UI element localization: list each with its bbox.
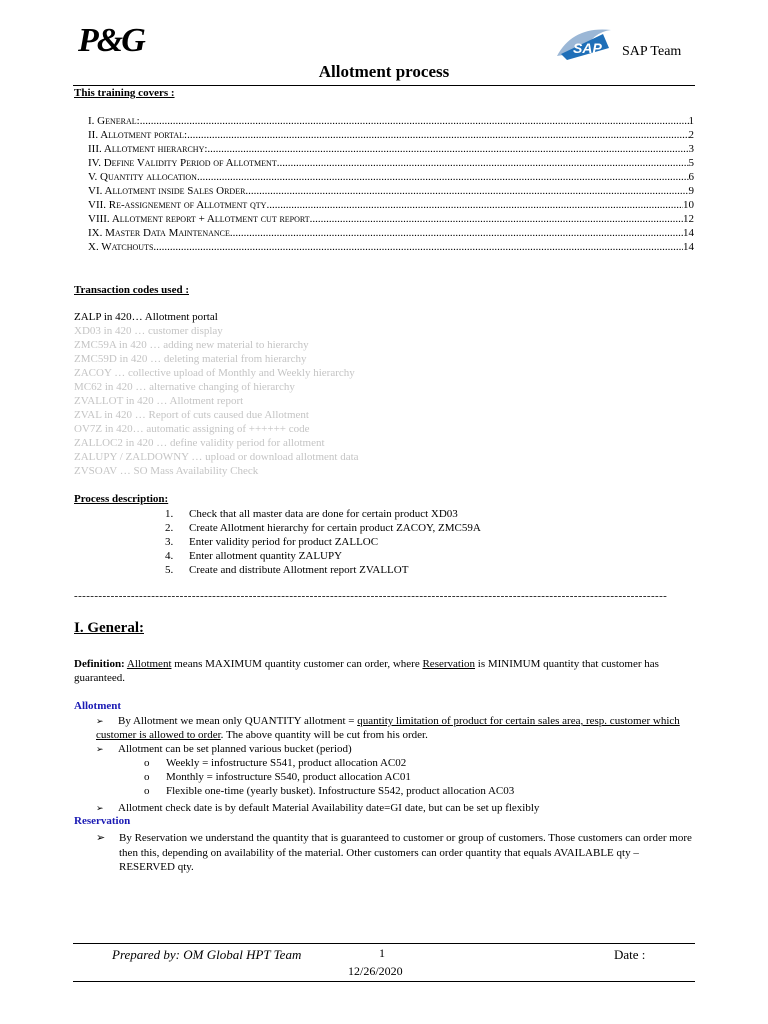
definition-text-end: is MINIMUM quantity that customer has guaranteed.	[74, 658, 659, 684]
toc-page: 1	[688, 115, 694, 127]
toc-item[interactable]	[88, 212, 694, 226]
toc-label: III. Allotment hierarchy:	[88, 143, 208, 155]
sub-bullet-item	[144, 770, 411, 784]
transaction-code-item: ZMC59A in 420 … adding new material to hierarchy	[74, 339, 309, 351]
toc-item[interactable]	[88, 226, 694, 240]
term-allotment: Allotment	[126, 658, 172, 670]
toc-heading: This training covers :	[74, 87, 175, 99]
toc-page: 14	[683, 241, 694, 253]
bullet-item	[96, 801, 539, 815]
toc-page: 9	[688, 185, 694, 197]
arrow-bullet-icon: ➢	[96, 716, 104, 726]
arrow-bullet-icon: ➢	[96, 744, 104, 754]
transaction-codes-heading: Transaction codes used :	[74, 284, 189, 296]
circle-bullet-icon: o	[144, 771, 150, 783]
toc-item[interactable]	[88, 198, 694, 212]
process-step	[165, 507, 458, 521]
reservation-text: By Reservation we understand the quantity that is guaranteed to customer or group of customers. Those customers can order more then this, depending on availability of the material. Other customers can order quantity that equals AVAILABLE qty – RESERVED qty.	[119, 832, 692, 873]
top-divider	[73, 85, 695, 86]
bullet-text: Allotment can be set planned various bucket (period)	[118, 743, 352, 755]
step-text: Enter allotment quantity ZALUPY	[189, 550, 343, 562]
allotment-subheading: Allotment	[74, 700, 122, 712]
sub-bullet-text: Flexible one-time (yearly busket). Infostructure S542, product allocation AC03	[166, 785, 515, 797]
transaction-code-item: ZVAL in 420 … Report of cuts caused due Allotment	[74, 409, 309, 421]
definition-label: Definition:	[74, 658, 125, 670]
step-text: Enter validity period for product ZALLOC	[189, 536, 379, 548]
transaction-code-item: XD03 in 420 … customer display	[74, 325, 223, 337]
step-text: Create Allotment hierarchy for certain product ZACOY, ZMC59A	[189, 522, 481, 534]
toc-page: 2	[688, 129, 694, 141]
transaction-code-item: ZVALLOT in 420 … Allotment report	[74, 395, 244, 407]
page-title: Allotment process	[318, 62, 450, 81]
arrow-bullet-icon: ➢	[96, 832, 106, 844]
toc-page: 10	[683, 199, 694, 211]
toc-item[interactable]	[88, 142, 694, 156]
toc-label: VII. Re-assignement of Allotment qty	[88, 199, 267, 211]
toc-item[interactable]	[88, 170, 694, 184]
definition-paragraph	[74, 657, 694, 685]
date-label: Date :	[614, 947, 646, 962]
transaction-code-item: OV7Z in 420… automatic assigning of ++++++ code	[74, 423, 310, 435]
footer-divider	[73, 943, 695, 944]
svg-text:SAP: SAP	[573, 40, 602, 56]
transaction-code-item: ZALP in 420… Allotment portal	[74, 311, 218, 323]
date-value: 12/26/2020	[348, 964, 403, 978]
transaction-code-item: MC62 in 420 … alternative changing of hierarchy	[74, 381, 295, 393]
transaction-code-item: ZACOY … collective upload of Monthly and Weekly hierarchy	[74, 367, 355, 379]
sap-logo	[553, 22, 615, 62]
process-step	[165, 549, 342, 563]
page-number: 1	[379, 946, 385, 960]
process-step	[165, 521, 481, 535]
toc-page: 5	[688, 157, 694, 169]
toc-label: X. Watchouts	[88, 241, 154, 253]
step-number: 5.	[165, 564, 174, 576]
toc-label: IX. Master Data Maintenance	[88, 227, 230, 239]
step-number: 4.	[165, 550, 174, 562]
toc-label: VIII. Allotment report + Allotment cut report	[88, 213, 310, 225]
bullet-item	[96, 742, 352, 756]
toc-item[interactable]	[88, 156, 694, 170]
section-heading-general: I. General:	[74, 620, 144, 636]
reservation-bullet	[96, 831, 696, 875]
toc-label: IV. Define Validity Period of Allotment	[88, 157, 277, 169]
toc-item[interactable]	[88, 184, 694, 198]
toc-page: 3	[688, 143, 694, 155]
pg-logo: P&G	[78, 22, 144, 59]
transaction-code-item: ZALLOC2 in 420 … define validity period for allotment	[74, 437, 325, 449]
reservation-subheading: Reservation	[74, 815, 131, 827]
step-text: Create and distribute Allotment report ZVALLOT	[189, 564, 409, 576]
toc-label: I. General:	[88, 115, 140, 127]
step-number: 2.	[165, 522, 174, 534]
toc-item[interactable]	[88, 128, 694, 142]
bullet-text: Allotment check date is by default Material Availability date=GI date, but can be set up flexibly	[118, 802, 540, 814]
toc-page: 6	[688, 171, 694, 183]
arrow-bullet-icon: ➢	[96, 803, 104, 813]
prepared-by: Prepared by: OM Global HPT Team	[112, 947, 302, 962]
process-step	[165, 563, 408, 577]
bullet-text: By Allotment we mean only QUANTITY allotment =	[118, 715, 358, 727]
dashed-separator: --------------------------------------------------------------------------------------------------------------------------------------------------	[74, 590, 668, 602]
bullet-text-underlined: quantity limitation of product for certain sales area, resp. customer which customer is allowed to order	[96, 715, 680, 741]
toc-page: 12	[683, 213, 694, 225]
step-text: Check that all master data are done for certain product XD03	[189, 508, 458, 520]
sap-team-label: SAP Team	[622, 44, 682, 59]
toc-item[interactable]	[88, 240, 694, 254]
term-reservation: Reservation	[422, 658, 476, 670]
sub-bullet-text: Weekly = infostructure S541, product allocation AC02	[166, 757, 407, 769]
step-number: 1.	[165, 508, 174, 520]
toc-label: II. Allotment portal:	[88, 129, 188, 141]
step-number: 3.	[165, 536, 174, 548]
bullet-text-end: . The above quantity will be cut from his order.	[220, 729, 428, 741]
circle-bullet-icon: o	[144, 757, 150, 769]
process-step	[165, 535, 378, 549]
sub-bullet-item	[144, 784, 514, 798]
sub-bullet-item	[144, 756, 406, 770]
circle-bullet-icon: o	[144, 785, 150, 797]
definition-text: means MAXIMUM quantity customer can order, where	[171, 658, 423, 670]
transaction-code-item: ZMC59D in 420 … deleting material from hierarchy	[74, 353, 307, 365]
transaction-code-item: ZVSOAV … SO Mass Availability Check	[74, 465, 259, 477]
transaction-code-item: ZALUPY / ZALDOWNY … upload or download allotment data	[74, 451, 359, 463]
bullet-item	[96, 714, 694, 742]
sub-bullet-text: Monthly = infostructure S540, product allocation AC01	[166, 771, 411, 783]
toc-label: V. Quantity allocation	[88, 171, 197, 183]
toc-item[interactable]	[88, 114, 694, 128]
footer-bottom-divider	[73, 981, 695, 982]
toc-page: 14	[683, 227, 694, 239]
process-description-heading: Process description:	[74, 493, 169, 505]
toc-label: VI. Allotment inside Sales Order	[88, 185, 246, 197]
